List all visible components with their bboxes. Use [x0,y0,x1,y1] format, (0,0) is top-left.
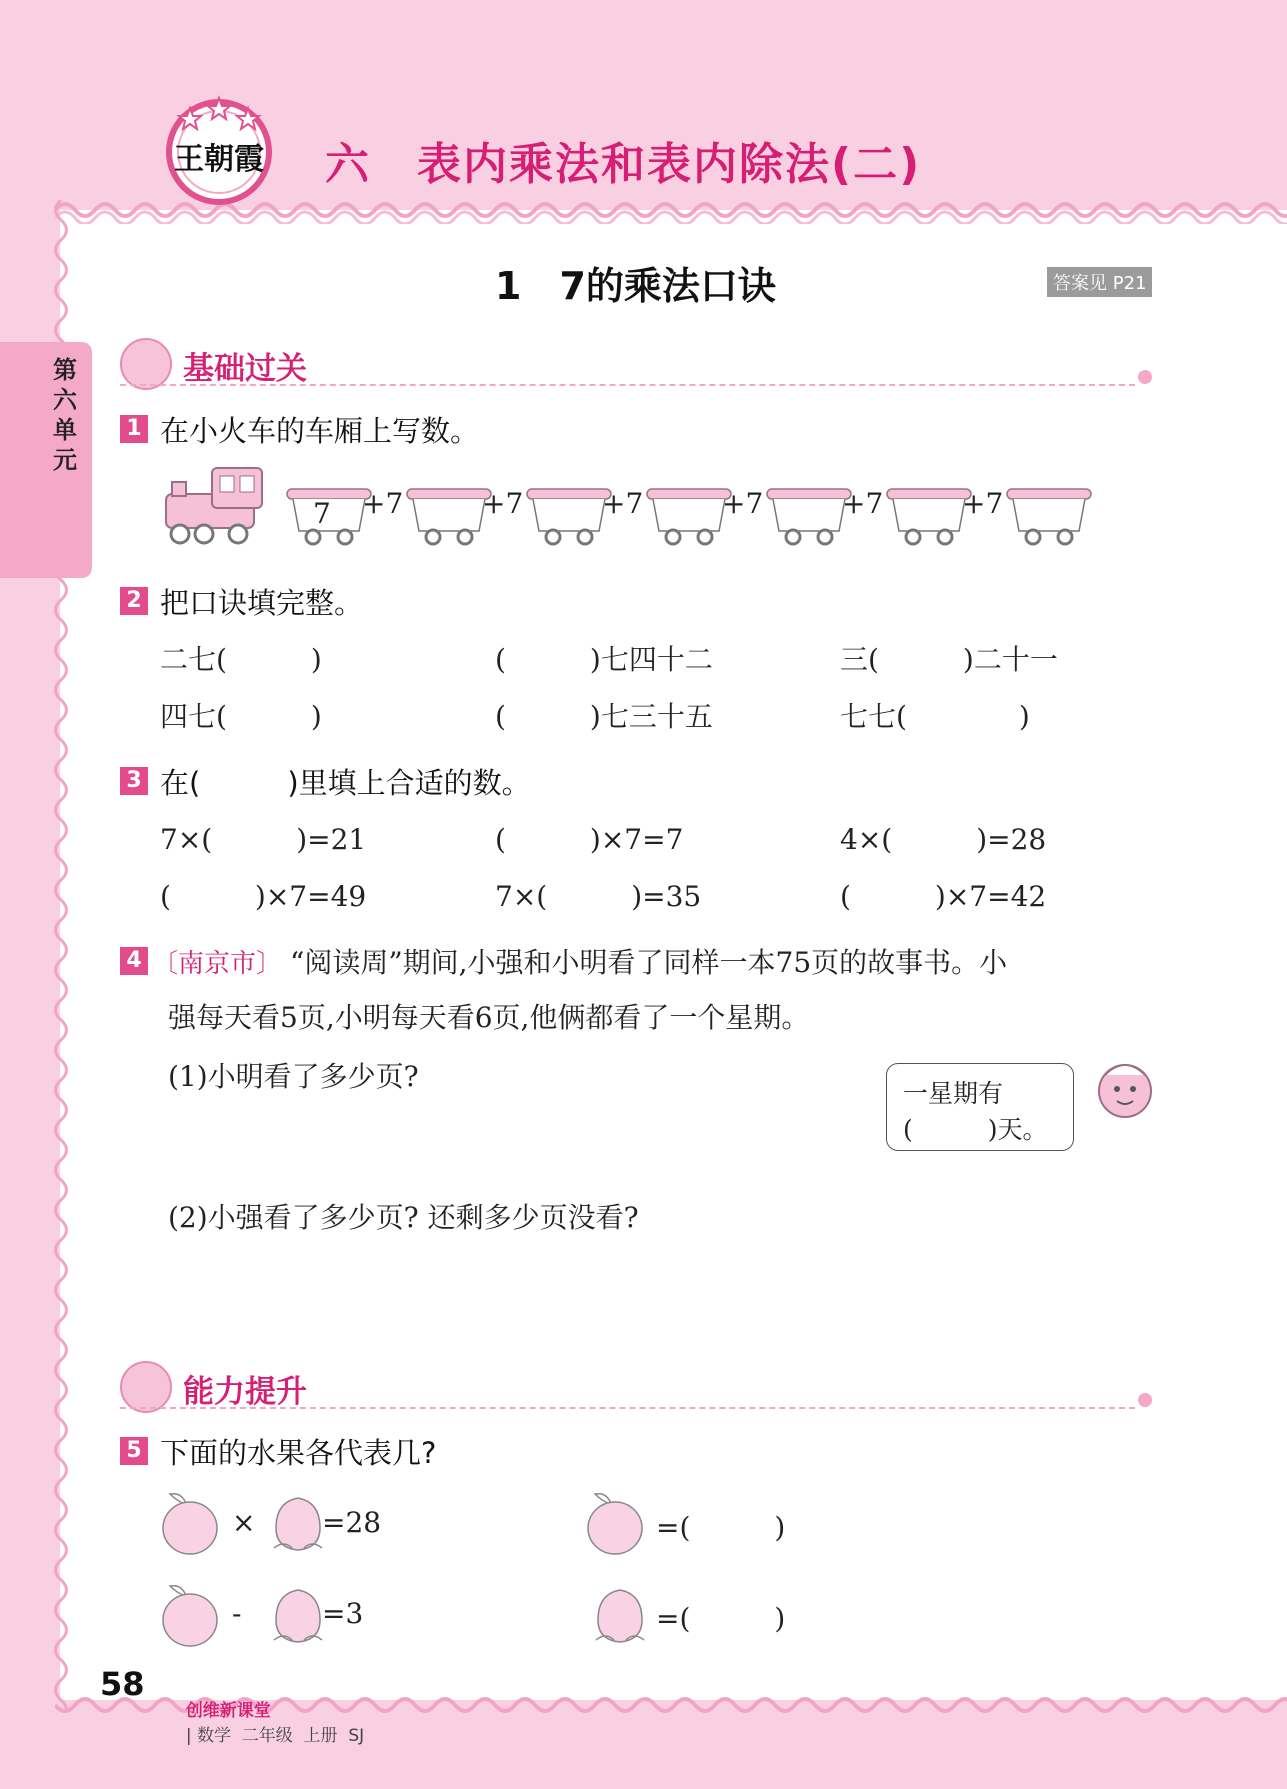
rhyme-blank: 四七( ) [160,700,322,733]
rhyme-blank: ( )七四十二 [495,643,713,676]
wagon-shape-icon [765,485,853,547]
train-step-label: +7 [962,487,1004,520]
sub-question: (2)小强看了多少页? 还剩多少页没看? [168,1201,639,1234]
question-text: 下面的水果各代表几? [160,1436,437,1470]
question-number: 5 [120,1437,148,1465]
dots-icon [1138,370,1152,384]
footer-info [175,1676,364,1746]
train-step-label: +7 [602,487,644,520]
footer-brand: 创维新课堂 [185,1701,271,1721]
question-source-tag: 〔南京市〕 [152,949,283,979]
train-wagon [885,485,973,551]
apple-icon [160,1580,220,1648]
train-wagon [645,485,733,551]
answer-reference: 答案见 P21 [1047,267,1152,297]
train-step-label: +7 [722,487,764,520]
answer-blank: =( ) [656,1511,786,1544]
section-title-basic: 基础过关 [183,351,307,387]
equation-blank: 7×( )=21 [160,823,367,856]
question-text: 把口诀填完整。 [160,586,364,620]
peach-icon [590,1584,650,1648]
page-number: 58 [100,1665,145,1703]
sub-question: (1)小明看了多少页? [168,1060,419,1093]
girl-avatar-icon [120,1361,172,1413]
wagon-shape-icon [1005,485,1093,547]
train-engine-icon [158,462,270,546]
train-step-label: +7 [362,487,404,520]
wagon-shape-icon [525,485,613,547]
logo-text: 王朝霞 [174,142,264,177]
question-number: 1 [120,415,148,443]
footer-details: | 数学 二年级 上册 SJ [185,1726,365,1746]
rhyme-blank: ( )七三十五 [495,700,713,733]
answer-blank: =( ) [656,1602,786,1635]
train-wagon [285,485,373,551]
wagon-shape-icon [405,485,493,547]
equation-result: =28 [322,1506,382,1539]
equation-blank: 4×( )=28 [840,823,1047,856]
operator: × [232,1506,256,1539]
train-wagon [1005,485,1093,551]
question-number: 4 [120,947,148,975]
girl-avatar-icon [120,338,172,390]
question-number: 2 [120,587,148,615]
equation-blank: ( )×7=49 [160,880,367,913]
wagon-shape-icon [645,485,733,547]
question-text: 强每天看5页,小明每天看6页,他俩都看了一个星期。 [168,1001,810,1034]
lesson-title: 1 7的乘法口诀 [495,264,776,308]
wagon-value: 7 [313,497,331,530]
apple-icon [160,1488,220,1556]
dots-icon [1138,1393,1152,1407]
hint-text: ( )天。 [903,1115,1048,1144]
section-divider [120,1407,1135,1409]
cartoon-girl-icon [1085,1055,1165,1135]
unit-side-label: 第六单元 [53,356,77,474]
train-step-label: +7 [482,487,524,520]
equation-blank: 7×( )=35 [495,880,702,913]
brand-logo [160,90,278,208]
section-divider [120,384,1135,386]
peach-icon [268,1584,328,1648]
train-wagon [765,485,853,551]
rhyme-blank: 二七( ) [160,643,322,676]
rhyme-blank: 三( )二十一 [840,643,1058,676]
question-text: “阅读周”期间,小强和小明看了同样一本75页的故事书。小 [290,946,1008,979]
train-wagon [405,485,493,551]
apple-icon [585,1488,645,1556]
operator: - [232,1597,242,1630]
question-text: 在小火车的车厢上写数。 [160,414,480,448]
train-step-label: +7 [842,487,884,520]
train-wagon [525,485,613,551]
section-title-advanced: 能力提升 [183,1374,307,1410]
question-number: 3 [120,767,148,795]
unit-title: 六 表内乘法和表内除法(二) [325,139,922,190]
hint-bubble [886,1063,1074,1151]
hint-text: 一星期有 [903,1079,1004,1108]
peach-icon [268,1492,328,1556]
equation-blank: ( )×7=42 [840,880,1047,913]
equation-result: =3 [322,1597,364,1630]
equation-blank: ( )×7=7 [495,823,684,856]
wagon-shape-icon [885,485,973,547]
question-text: 在( )里填上合适的数。 [160,766,531,800]
rhyme-blank: 七七( ) [840,700,1030,733]
